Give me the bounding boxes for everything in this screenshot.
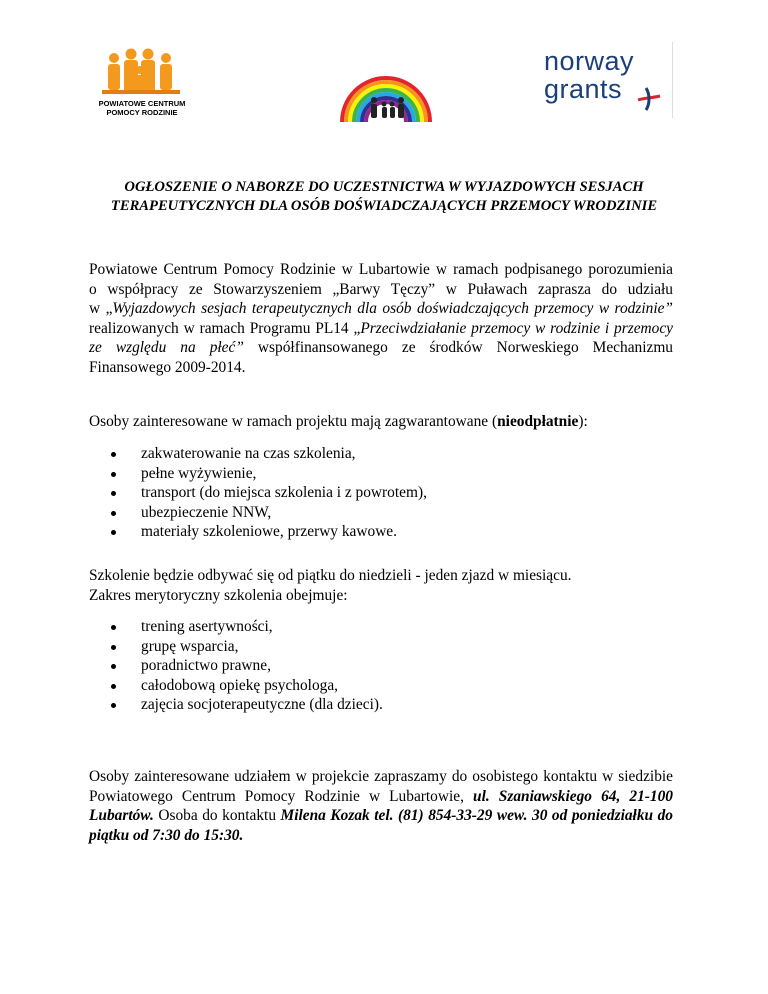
contact-person-label: Osoba do kontaktu (153, 807, 281, 824)
guarantee-text: Osoby zainteresowane w ramach projektu mają zagwarantowane ( (89, 413, 498, 430)
scope-list (108, 617, 628, 715)
contact-line2 (89, 787, 673, 807)
intro-line2: o współpracy ze Stowarzyszeniem „Barwy Tęczy” w Puławach zaprasza do udziału (89, 280, 673, 298)
program-name-end: ze względu na płeć” (89, 339, 244, 356)
contact-hours: piątku od 7:30 do 15:30. (89, 826, 244, 844)
title-line1: OGŁOSZENIE O NABORZE DO UCZESTNICTWA W WYJAZDOWYCH SESJACH (124, 179, 644, 195)
title-line2: TERAPEUTYCZNYCH DLA OSÓB DOŚWIADCZAJĄCYCH PRZEMOCY WRODZINIE (110, 198, 658, 214)
list-item: ubezpieczenie NNW, (108, 503, 628, 523)
intro-line6: Finansowego 2009-2014. (89, 358, 246, 376)
norway-grants-logo (540, 42, 673, 118)
list-item: pełne wyżywienie, (108, 464, 628, 484)
rainbow-family-icon (338, 60, 434, 124)
pcpr-logo (96, 48, 188, 120)
document-title (70, 178, 698, 216)
rainbow-logo (338, 60, 434, 124)
list-item: trening asertywności, (108, 617, 628, 637)
intro-paragraph (89, 260, 673, 377)
norway-logo-word2: grants (544, 74, 623, 104)
norway-logo-word1: norway (544, 46, 635, 76)
guarantee-text-end: ): (578, 413, 588, 430)
contact-line4 (89, 826, 673, 846)
guarantee-list (108, 444, 628, 542)
intro-line4-prefix: realizowanych w ramach Programu PL14 „ (89, 319, 361, 337)
contact-office: Powiatowego Centrum Pomocy Rodzinie w Lubartowie, (89, 787, 474, 805)
scope-paragraph: Zakres merytoryczny szkolenia obejmuje: (89, 587, 348, 604)
intro-line1: Powiatowe Centrum Pomocy Rodzinie w Lubartowie w ramach podpisanego porozumienia (89, 261, 673, 278)
project-name: Wyjazdowych sesjach terapeutycznych dla osób doświadczających przemocy w rodzinie” (112, 300, 673, 317)
list-item: zakwaterowanie na czas szkolenia, (108, 444, 628, 464)
pcpr-logo-text (96, 100, 188, 117)
program-name: Przeciwdziałanie przemocy w rodzinie i przemocy (360, 319, 673, 337)
contact-person: Milena Kozak tel. (81) 854-33-29 wew. 30 od poniedziałku do (280, 807, 673, 824)
list-item: materiały szkoleniowe, przerwy kawowe. (108, 522, 628, 542)
contact-line3 (89, 806, 673, 826)
norway-cross-icon (636, 86, 662, 112)
contact-paragraph (89, 767, 673, 845)
schedule-paragraph: Szkolenie będzie odbywać się od piątku do niedzieli - jeden zjazd w miesiącu. (89, 567, 572, 584)
intro-line3 (89, 299, 673, 319)
pcpr-logo-line1: POWIATOWE CENTRUM (98, 99, 186, 108)
list-item: całodobową opiekę psychologa, (108, 676, 628, 696)
contact-line1: Osoby zainteresowane udziałem w projekcie zapraszamy do osobistego kontaktu w siedzibie (89, 768, 673, 785)
list-item: poradnictwo prawne, (108, 656, 628, 676)
contact-address: ul. Szaniawskiego 64, 21-100 (473, 787, 673, 805)
list-item: grupę wsparcia, (108, 637, 628, 657)
family-figures-icon (96, 48, 188, 100)
intro-line5 (89, 338, 673, 358)
intro-line4 (89, 319, 673, 339)
contact-city: Lubartów. (89, 807, 154, 824)
intro-line3-prefix: w „ (89, 300, 113, 317)
pcpr-logo-line2: POMOCY RODZINIE (106, 107, 178, 117)
free-of-charge-label: nieodpłatnie (497, 413, 579, 430)
guarantee-paragraph (89, 412, 673, 432)
list-item: zajęcia socjoterapeutyczne (dla dzieci). (108, 695, 628, 715)
intro-line5-suffix: współfinansowanego ze środków Norweskiego Mechanizmu (243, 339, 673, 356)
list-item: transport (do miejsca szkolenia i z powrotem), (108, 483, 628, 503)
